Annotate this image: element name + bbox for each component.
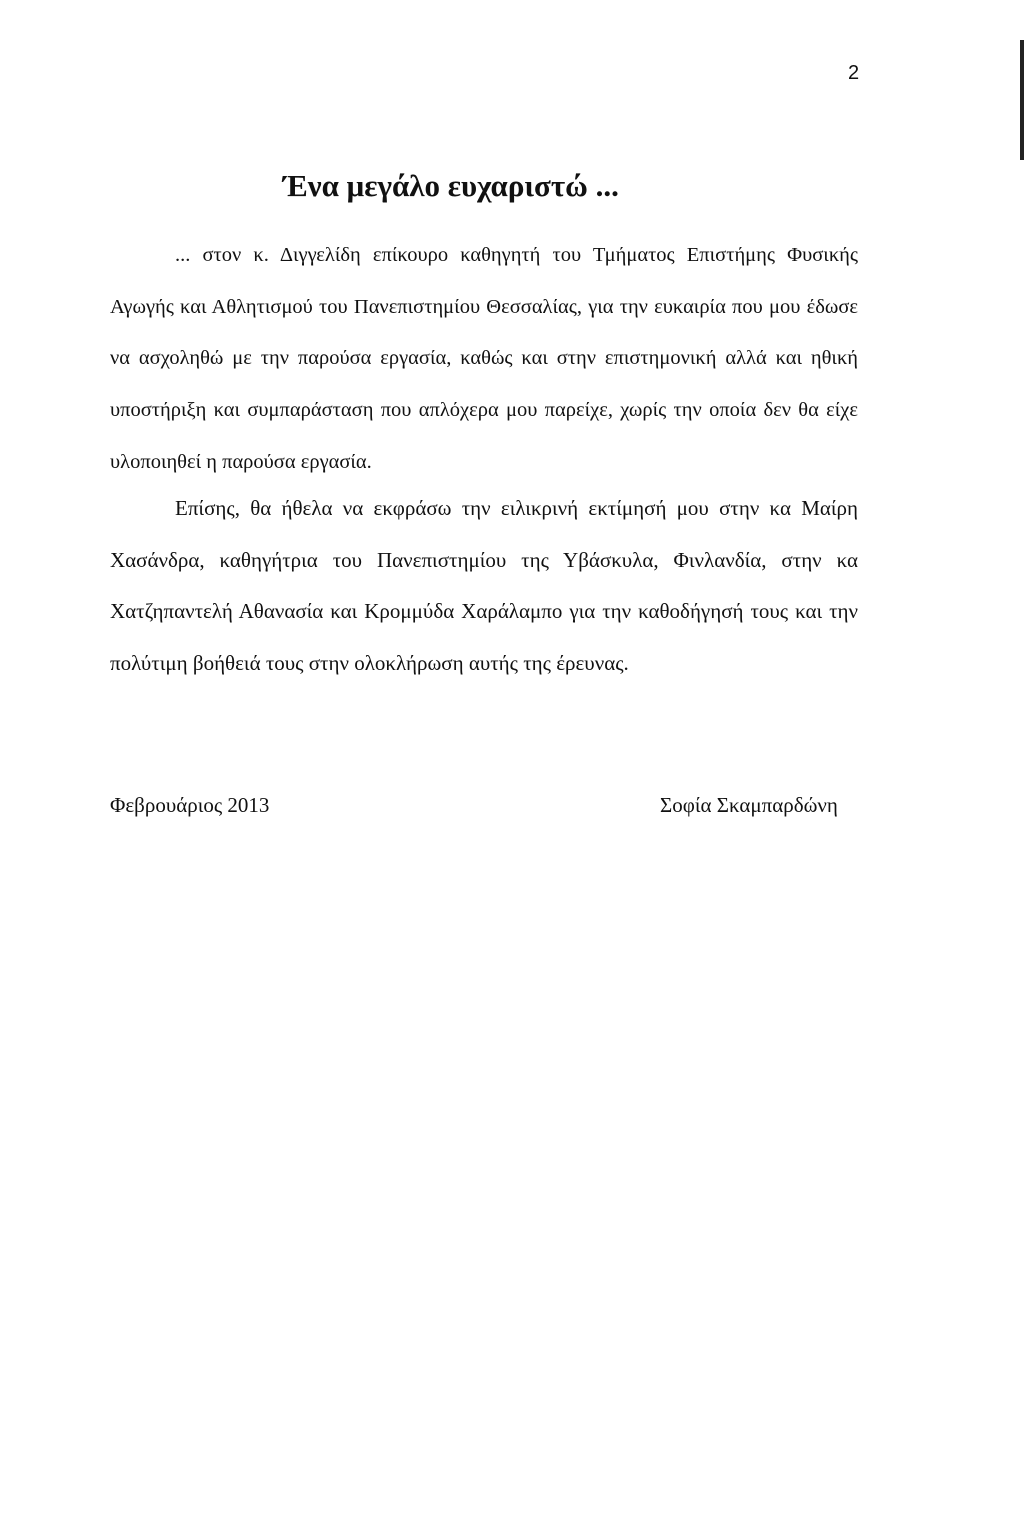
scan-edge-mark [1020,40,1024,160]
acknowledgement-paragraph-2: Επίσης, θα ήθελα να εκφράσω την ειλικρινή εκτίμησή μου στην κα Μαίρη Χασάνδρα, καθηγήτρια του Πανεπιστημίου της Υβάσκυλα, Φινλανδία, στην κα Χατζηπαντελή Αθανασία και Κρομμύδα Χαράλαμπο για την καθοδήγησή τους και την πολύτιμη βοήθειά τους στην ολοκλήρωση αυτής της έρευνας. [110,496,858,676]
signature-author: Σοφία Σκαμπαρδώνη [660,793,838,817]
acknowledgement-paragraph-1: ... στον κ. Διγγελίδη επίκουρο καθηγητή του Τμήματος Επιστήμης Φυσικής Αγωγής και Αθλητισμού του Πανεπιστημίου Θεσσαλίας, για την ευκαιρία που μου έδωσε να ασχοληθώ με την παρούσα εργασία, καθώς και στην επιστημονική αλλά και ηθική υποστήριξη και συμπαράσταση που απλόχερα μου παρείχε, χωρίς την οποία δεν θα είχε υλοποιηθεί η παρούσα εργασία. [110,244,858,473]
page-title: Ένα μεγάλο ευχαριστώ ... [283,168,619,203]
signature-date: Φεβρουάριος 2013 [110,793,270,817]
page-number: 2 [848,62,860,84]
